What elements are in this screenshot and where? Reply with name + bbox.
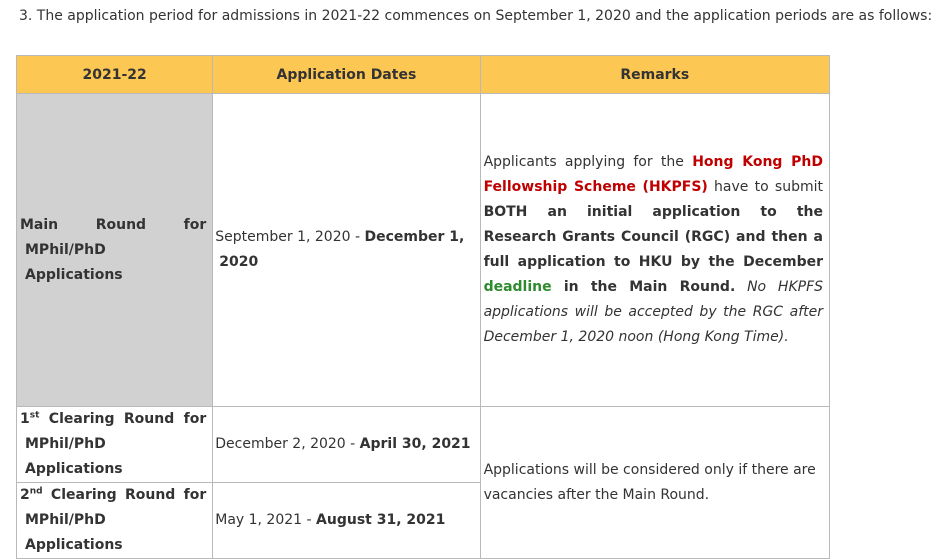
main-round-start-date: September 1, 2020 - [215,229,365,245]
main-round-label [17,94,213,407]
clearing2-dates [213,483,480,559]
header-year: 2021-22 [17,56,213,94]
remarks-no-hkpfs: No HKPFS applications will be accepted by the RGC after December 1, 2020 noon (Hong Kong Time). [483,279,824,345]
main-round-dates [213,94,480,407]
hkpfs-name-part2: Fellowship Scheme (HKPFS) [483,179,708,195]
clearing1-start-date: December 2, 2020 - [215,436,360,452]
clearing-remarks [480,407,829,559]
main-round-remarks [480,94,829,407]
table-row-main-round [17,94,830,407]
clearing2-line1-rest: Clearing Round for [42,487,207,503]
clearing2-start-date: May 1, 2021 - [215,512,317,528]
remarks-both-requirement: BOTH an initial application to the Research Grants Council (RGC) and then a full application to HKU by the December [483,204,823,270]
clearing1-end-date: April 30, 2021 [359,436,471,452]
intro-text: 3. The application period for admissions in 2021-22 commences on September 1, 2020 and the application periods are as follows: [19,8,933,24]
hkpfs-name-part1: Hong Kong PhD [692,154,823,170]
clearing1-line1 [20,407,206,432]
application-periods-table [16,55,830,559]
clearing1-ordinal-suffix: st [29,410,40,421]
remarks-main-round: in the Main Round. [551,279,736,295]
table-header-row [17,56,830,94]
clearing2-ordinal-suffix: nd [29,486,43,497]
header-remarks: Remarks [480,56,829,94]
remarks-intro: Applicants applying for the [483,154,693,170]
clearing2-line1 [20,483,206,508]
clearing1-line2: MPhil/PhD Applications [25,436,123,477]
clearing1-round-label [17,407,213,483]
header-application-dates: Application Dates [213,56,480,94]
clearing-remarks-text: Applications will be considered only if there are vacancies after the Main Round. [483,461,816,503]
remarks-mid: have to submit [707,179,828,195]
table-row-clearing-1 [17,407,830,483]
clearing2-round-label [17,483,213,559]
main-round-line2: MPhil/PhD Applications [25,241,123,283]
clearing1-ordinal: 1 [20,411,30,427]
main-round-line1: Main Round for [20,216,207,233]
main-round-end-date: December 1, [364,229,465,245]
hkpfs-remarks [483,150,828,350]
clearing2-ordinal: 2 [20,487,30,503]
clearing1-line1-rest: Clearing Round for [39,411,207,427]
deadline-link[interactable]: deadline [483,279,552,295]
clearing2-line2: MPhil/PhD Applications [25,512,123,553]
main-round-end-year: 2020 [219,254,259,270]
clearing2-end-date: August 31, 2021 [316,512,446,528]
clearing1-dates [213,407,480,483]
